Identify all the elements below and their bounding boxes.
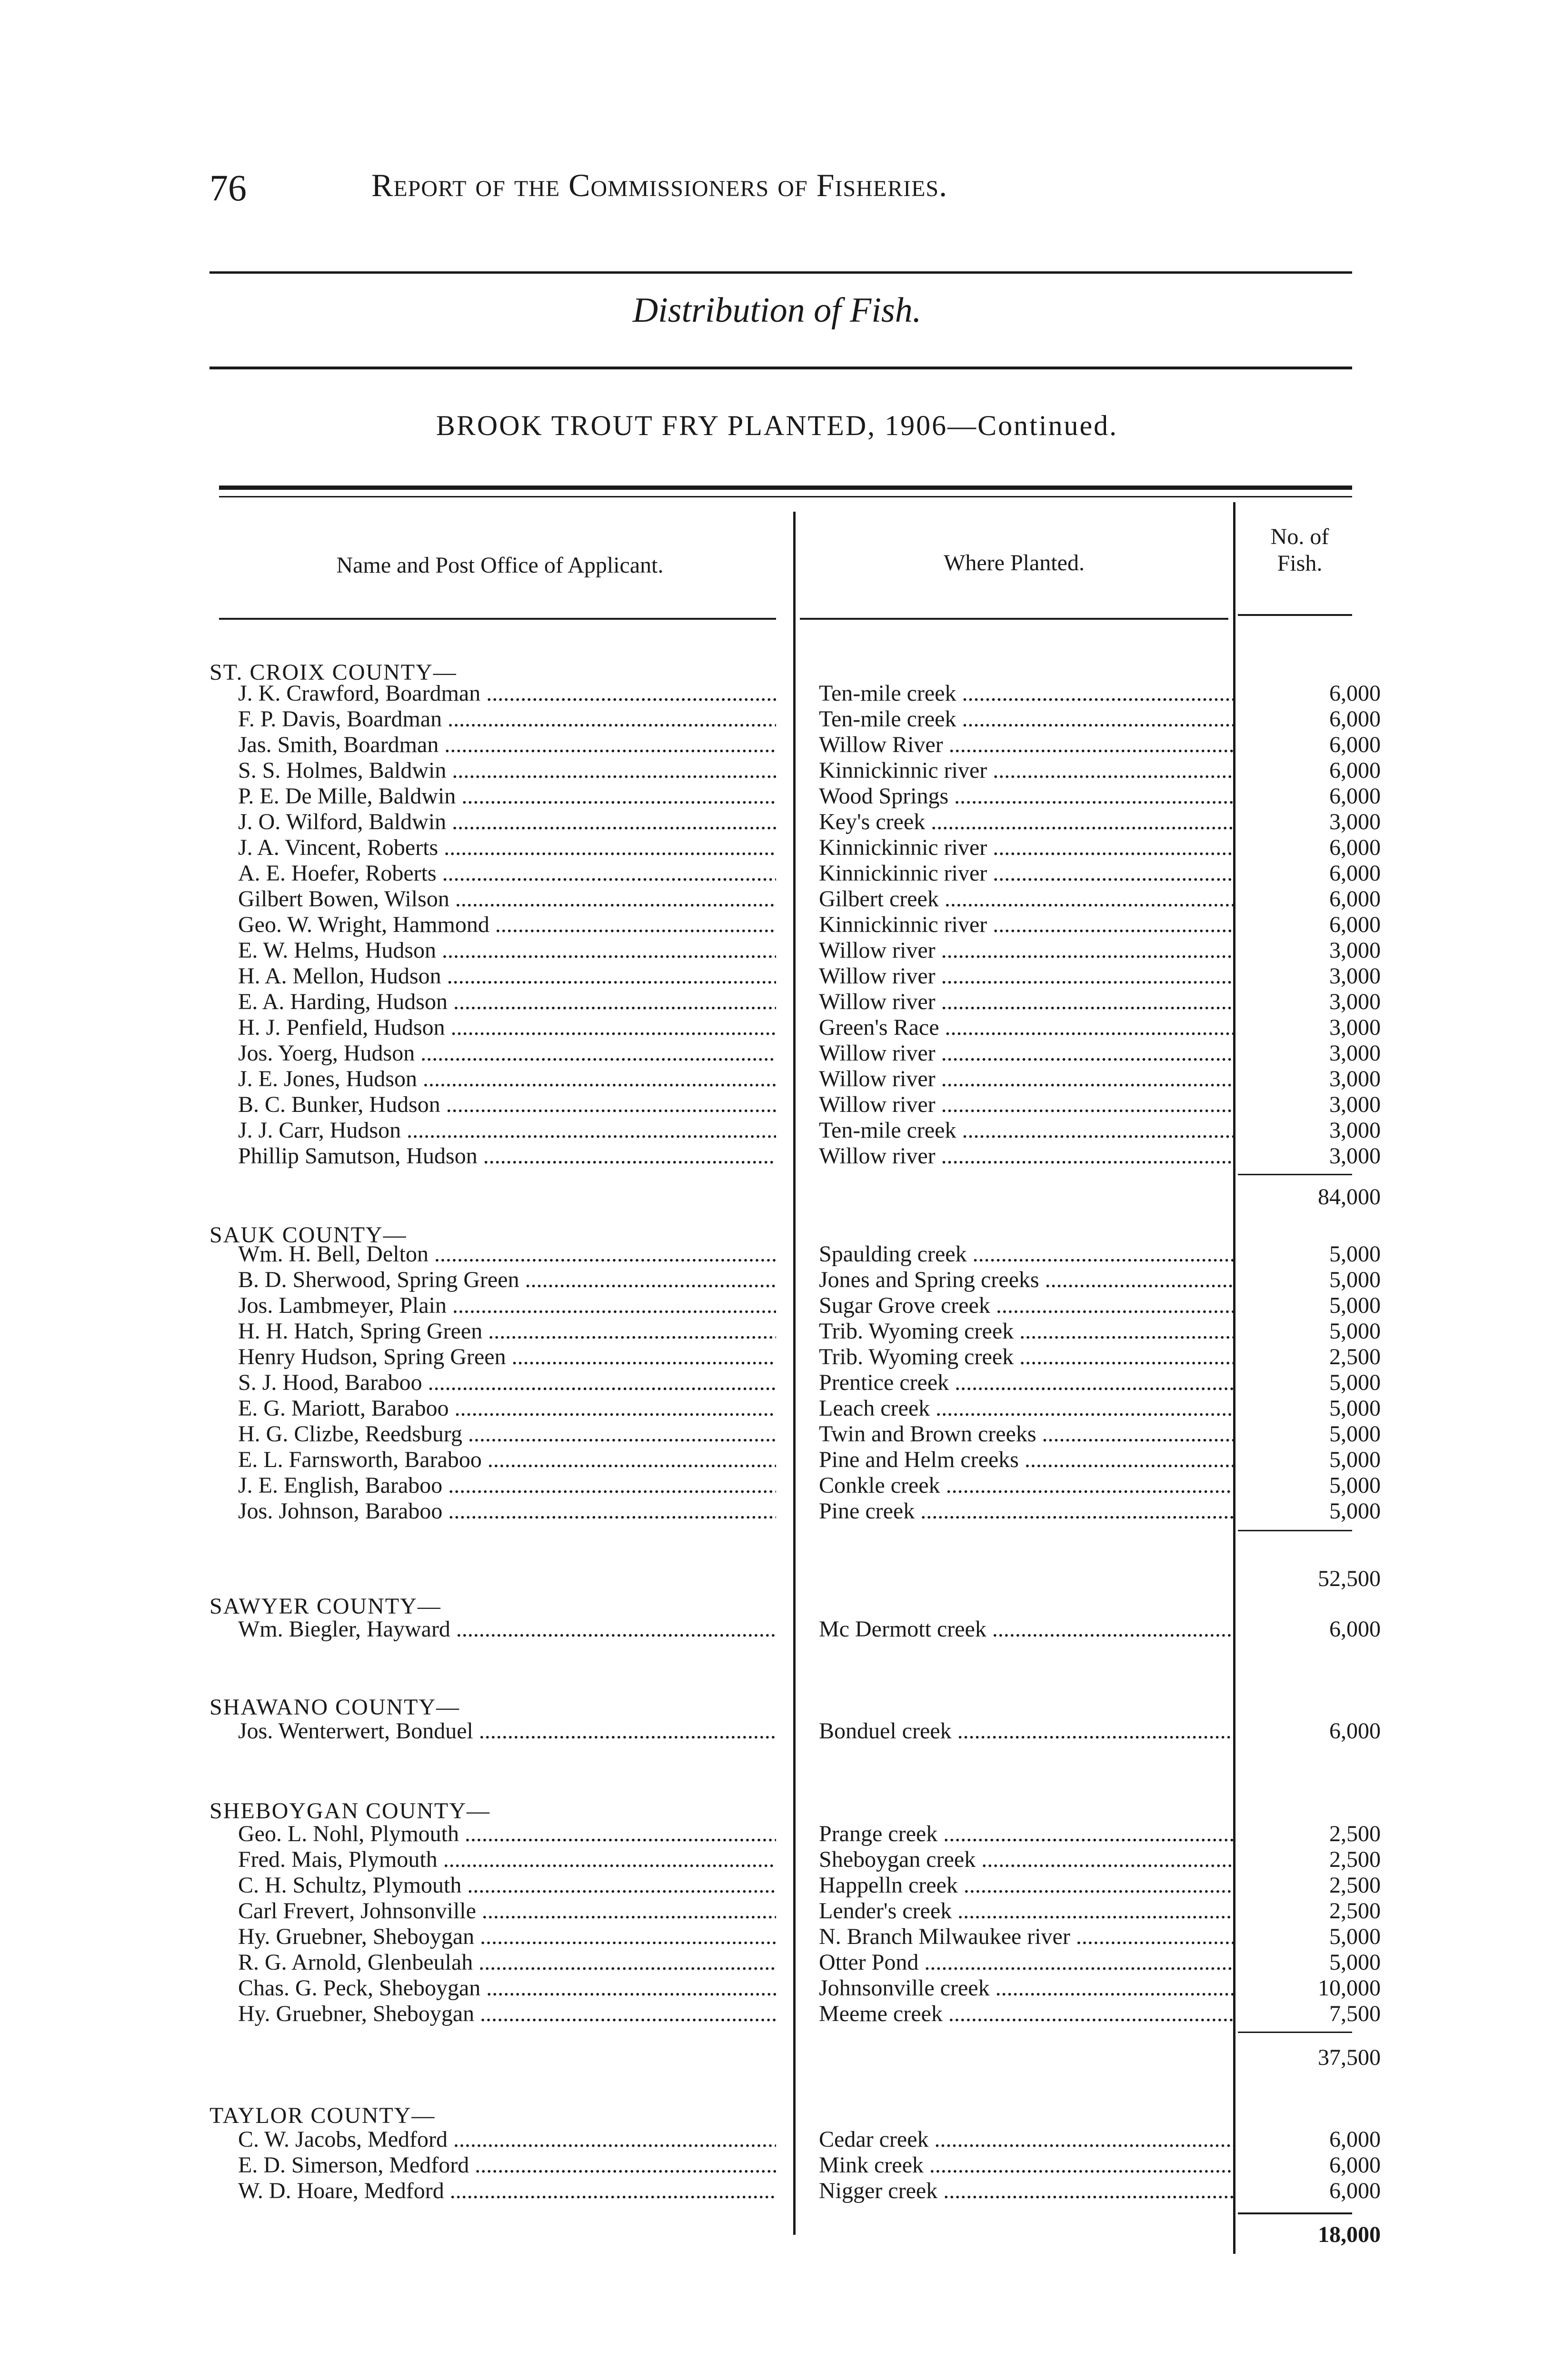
fish-header-line1: No. of bbox=[1270, 524, 1329, 549]
fish-cell: 6,000 bbox=[1329, 1718, 1381, 1744]
county-heading: SHAWANO COUNTY— bbox=[209, 1695, 460, 1720]
fish-cell: 5,000 bbox=[1329, 1267, 1381, 1292]
applicant-cell: E. W. Helms, Hudson ..... bbox=[238, 938, 776, 963]
header-underline-where bbox=[800, 618, 1228, 620]
applicant-cell: F. P. Davis, Boardman ..... bbox=[238, 706, 776, 732]
applicant-cell: B. C. Bunker, Hudson ..... bbox=[238, 1092, 776, 1118]
applicant-cell: C. W. Jacobs, Medford ..... bbox=[238, 2127, 776, 2152]
fish-column-header bbox=[1238, 524, 1362, 577]
applicant-cell: Gilbert Bowen, Wilson ..... bbox=[238, 886, 776, 912]
fish-cell: 2,500 bbox=[1329, 1847, 1381, 1872]
column-divider-right bbox=[1233, 502, 1235, 2254]
applicant-cell: E. D. Simerson, Medford ..... bbox=[238, 2152, 776, 2178]
fish-cell: 6,000 bbox=[1329, 2178, 1381, 2203]
applicant-cell: J. O. Wilford, Baldwin ..... bbox=[238, 809, 776, 835]
applicant-cell: H. G. Clizbe, Reedsburg ..... bbox=[238, 1421, 776, 1447]
where-cell: N. Branch Milwaukee river ..... bbox=[819, 1924, 1233, 1950]
county-total: 37,500 bbox=[1318, 2045, 1381, 2070]
where-cell: Twin and Brown creeks ..... bbox=[819, 1421, 1233, 1447]
where-cell: Willow river ..... bbox=[819, 1143, 1233, 1169]
where-cell: Green's Race ..... bbox=[819, 1015, 1233, 1041]
fish-cell: 6,000 bbox=[1329, 835, 1381, 860]
fish-cell: 5,000 bbox=[1329, 1370, 1381, 1395]
fish-cell: 6,000 bbox=[1329, 758, 1381, 783]
where-cell: Willow river ..... bbox=[819, 938, 1233, 963]
where-cell: Johnsonville creek ..... bbox=[819, 1975, 1233, 2001]
applicant-cell: Wm. H. Bell, Delton ..... bbox=[238, 1241, 776, 1267]
applicant-cell: B. D. Sherwood, Spring Green ..... bbox=[238, 1267, 776, 1293]
applicant-cell: Phillip Samutson, Hudson ..... bbox=[238, 1143, 776, 1169]
applicant-cell: Jos. Yoerg, Hudson ..... bbox=[238, 1041, 776, 1066]
fish-cell: 3,000 bbox=[1329, 938, 1381, 963]
fish-header-line2: Fish. bbox=[1277, 551, 1323, 576]
county-total: 52,500 bbox=[1318, 1566, 1381, 1591]
where-cell: Mc Dermott creek ..... bbox=[819, 1616, 1233, 1642]
where-cell: Mink creek ..... bbox=[819, 2152, 1233, 2178]
fish-cell: 5,000 bbox=[1329, 1319, 1381, 1344]
applicant-cell: J. A. Vincent, Roberts ..... bbox=[238, 835, 776, 861]
fish-cell: 3,000 bbox=[1329, 1118, 1381, 1143]
fish-cell: 5,000 bbox=[1329, 1473, 1381, 1498]
page-number: 76 bbox=[209, 167, 247, 208]
header-underline-fish bbox=[1238, 614, 1352, 616]
where-cell: Pine creek ..... bbox=[819, 1498, 1233, 1524]
where-cell: Ten-mile creek ..... bbox=[819, 706, 1233, 732]
fish-cell: 3,000 bbox=[1329, 809, 1381, 834]
where-cell: Kinnickinnic river ..... bbox=[819, 861, 1233, 886]
subtotal-rule bbox=[1238, 1530, 1352, 1531]
fish-cell: 10,000 bbox=[1318, 1975, 1381, 2001]
fish-cell: 3,000 bbox=[1329, 1015, 1381, 1040]
where-cell: Jones and Spring creeks ..... bbox=[819, 1267, 1233, 1293]
applicant-cell: J. J. Carr, Hudson ..... bbox=[238, 1118, 776, 1143]
fish-cell: 5,000 bbox=[1329, 1447, 1381, 1472]
fish-cell: 2,500 bbox=[1329, 1344, 1381, 1369]
where-cell: Leach creek ..... bbox=[819, 1396, 1233, 1421]
where-cell: Prentice creek ..... bbox=[819, 1370, 1233, 1396]
applicant-cell: Geo. W. Wright, Hammond ..... bbox=[238, 912, 776, 938]
header-rule bbox=[209, 271, 1352, 274]
county-total: 18,000 bbox=[1318, 2222, 1381, 2247]
where-column-header: Where Planted. bbox=[944, 550, 1085, 575]
applicant-cell: W. D. Hoare, Medford ..... bbox=[238, 2178, 776, 2204]
table-top-rule bbox=[219, 486, 1352, 490]
applicant-cell: S. S. Holmes, Baldwin ..... bbox=[238, 758, 776, 783]
where-cell: Cedar creek ..... bbox=[819, 2127, 1233, 2152]
column-divider-left bbox=[793, 512, 796, 2235]
applicant-column-header: Name and Post Office of Applicant. bbox=[336, 553, 664, 578]
applicant-cell: Jos. Johnson, Baraboo ..... bbox=[238, 1498, 776, 1524]
where-cell: Key's creek ..... bbox=[819, 809, 1233, 835]
where-cell: Pine and Helm creeks ..... bbox=[819, 1447, 1233, 1473]
where-cell: Kinnickinnic river ..... bbox=[819, 835, 1233, 861]
fish-cell: 6,000 bbox=[1329, 732, 1381, 757]
where-cell: Bonduel creek ..... bbox=[819, 1718, 1233, 1744]
applicant-cell: Wm. Biegler, Hayward ..... bbox=[238, 1616, 776, 1642]
county-heading: TAYLOR COUNTY— bbox=[209, 2103, 436, 2128]
where-cell: Prange creek ..... bbox=[819, 1821, 1233, 1847]
county-heading: SAWYER COUNTY— bbox=[209, 1594, 441, 1619]
applicant-cell: Geo. L. Nohl, Plymouth ..... bbox=[238, 1821, 776, 1847]
applicant-cell: E. G. Mariott, Baraboo ..... bbox=[238, 1396, 776, 1421]
section-rule bbox=[209, 367, 1352, 369]
fish-cell: 3,000 bbox=[1329, 989, 1381, 1014]
applicant-cell: S. J. Hood, Baraboo ..... bbox=[238, 1370, 776, 1396]
where-cell: Meeme creek ..... bbox=[819, 2001, 1233, 2027]
where-cell: Willow river ..... bbox=[819, 1041, 1233, 1066]
applicant-cell: C. H. Schultz, Plymouth ..... bbox=[238, 1873, 776, 1898]
where-cell: Spaulding creek ..... bbox=[819, 1241, 1233, 1267]
applicant-cell: H. A. Mellon, Hudson ..... bbox=[238, 963, 776, 989]
applicant-cell: R. G. Arnold, Glenbeulah ..... bbox=[238, 1950, 776, 1975]
applicant-cell: J. E. Jones, Hudson ..... bbox=[238, 1066, 776, 1092]
fish-cell: 5,000 bbox=[1329, 1293, 1381, 1318]
fish-cell: 5,000 bbox=[1329, 1421, 1381, 1447]
fish-cell: 2,500 bbox=[1329, 1821, 1381, 1846]
fish-cell: 3,000 bbox=[1329, 1066, 1381, 1091]
fish-cell: 6,000 bbox=[1329, 912, 1381, 937]
fish-cell: 5,000 bbox=[1329, 1498, 1381, 1524]
fish-cell: 5,000 bbox=[1329, 1950, 1381, 1975]
fish-cell: 6,000 bbox=[1329, 681, 1381, 706]
fish-cell: 5,000 bbox=[1329, 1924, 1381, 1949]
applicant-cell: Jos. Lambmeyer, Plain ..... bbox=[238, 1293, 776, 1319]
header-underline-applicant bbox=[219, 618, 776, 620]
running-head: Report of the Commissioners of Fisheries. bbox=[371, 167, 948, 203]
county-heading: SAUK COUNTY— bbox=[209, 1222, 407, 1248]
applicant-cell: Carl Frevert, Johnsonville ..... bbox=[238, 1898, 776, 1924]
fish-cell: 6,000 bbox=[1329, 2152, 1381, 2178]
fish-cell: 6,000 bbox=[1329, 1616, 1381, 1642]
fish-cell: 6,000 bbox=[1329, 2127, 1381, 2152]
where-cell: Nigger creek ..... bbox=[819, 2178, 1233, 2204]
where-cell: Willow river ..... bbox=[819, 989, 1233, 1015]
fish-cell: 7,500 bbox=[1329, 2001, 1381, 2026]
county-heading: SHEBOYGAN COUNTY— bbox=[209, 1798, 491, 1824]
fish-cell: 2,500 bbox=[1329, 1873, 1381, 1898]
applicant-cell: Fred. Mais, Plymouth ..... bbox=[238, 1847, 776, 1873]
where-cell: Lender's creek ..... bbox=[819, 1898, 1233, 1924]
where-cell: Trib. Wyoming creek ..... bbox=[819, 1319, 1233, 1344]
section-title: Distribution of Fish. bbox=[632, 291, 922, 330]
where-cell: Kinnickinnic river ..... bbox=[819, 758, 1233, 783]
fish-cell: 3,000 bbox=[1329, 1143, 1381, 1169]
where-cell: Kinnickinnic river ..... bbox=[819, 912, 1233, 938]
applicant-cell: Jas. Smith, Boardman ..... bbox=[238, 732, 776, 758]
where-cell: Happelln creek ..... bbox=[819, 1873, 1233, 1898]
applicant-cell: P. E. De Mille, Baldwin ..... bbox=[238, 783, 776, 809]
applicant-cell: H. H. Hatch, Spring Green ..... bbox=[238, 1319, 776, 1344]
fish-cell: 6,000 bbox=[1329, 783, 1381, 809]
applicant-cell: J. K. Crawford, Boardman ..... bbox=[238, 681, 776, 706]
subtotal-rule bbox=[1238, 1174, 1352, 1175]
where-cell: Ten-mile creek ..... bbox=[819, 1118, 1233, 1143]
where-cell: Sheboygan creek ..... bbox=[819, 1847, 1233, 1873]
subtotal-rule bbox=[1238, 2032, 1352, 2033]
fish-cell: 6,000 bbox=[1329, 706, 1381, 732]
fish-cell: 6,000 bbox=[1329, 861, 1381, 886]
where-cell: Willow River ..... bbox=[819, 732, 1233, 758]
where-cell: Willow river ..... bbox=[819, 963, 1233, 989]
where-cell: Gilbert creek ..... bbox=[819, 886, 1233, 912]
fish-cell: 3,000 bbox=[1329, 1092, 1381, 1117]
county-heading: ST. CROIX COUNTY— bbox=[209, 660, 457, 685]
fish-cell: 2,500 bbox=[1329, 1898, 1381, 1924]
where-cell: Sugar Grove creek ..... bbox=[819, 1293, 1233, 1319]
applicant-cell: H. J. Penfield, Hudson ..... bbox=[238, 1015, 776, 1041]
where-cell: Willow river ..... bbox=[819, 1066, 1233, 1092]
where-cell: Ten-mile creek ..... bbox=[819, 681, 1233, 706]
applicant-cell: Hy. Gruebner, Sheboygan ..... bbox=[238, 2001, 776, 2027]
where-cell: Conkle creek ..... bbox=[819, 1473, 1233, 1498]
fish-cell: 3,000 bbox=[1329, 963, 1381, 989]
county-total: 84,000 bbox=[1318, 1184, 1381, 1210]
applicant-cell: E. L. Farnsworth, Baraboo ..... bbox=[238, 1447, 776, 1473]
applicant-cell: Hy. Gruebner, Sheboygan ..... bbox=[238, 1924, 776, 1950]
fish-cell: 3,000 bbox=[1329, 1041, 1381, 1066]
fish-cell: 5,000 bbox=[1329, 1241, 1381, 1267]
applicant-cell: A. E. Hoefer, Roberts ..... bbox=[238, 861, 776, 886]
applicant-cell: E. A. Harding, Hudson ..... bbox=[238, 989, 776, 1015]
where-cell: Otter Pond ..... bbox=[819, 1950, 1233, 1975]
applicant-cell: J. E. English, Baraboo ..... bbox=[238, 1473, 776, 1498]
fish-cell: 6,000 bbox=[1329, 886, 1381, 912]
where-cell: Wood Springs ..... bbox=[819, 783, 1233, 809]
subtotal-rule bbox=[1238, 2212, 1352, 2214]
table-top-rule-thin bbox=[219, 496, 1352, 497]
fish-cell: 5,000 bbox=[1329, 1396, 1381, 1421]
applicant-cell: Henry Hudson, Spring Green ..... bbox=[238, 1344, 776, 1370]
applicant-cell: Chas. G. Peck, Sheboygan ..... bbox=[238, 1975, 776, 2001]
table-title: BROOK TROUT FRY PLANTED, 1906—Continued. bbox=[436, 410, 1118, 441]
where-cell: Willow river ..... bbox=[819, 1092, 1233, 1118]
where-cell: Trib. Wyoming creek ..... bbox=[819, 1344, 1233, 1370]
applicant-cell: Jos. Wenterwert, Bonduel ..... bbox=[238, 1718, 776, 1744]
